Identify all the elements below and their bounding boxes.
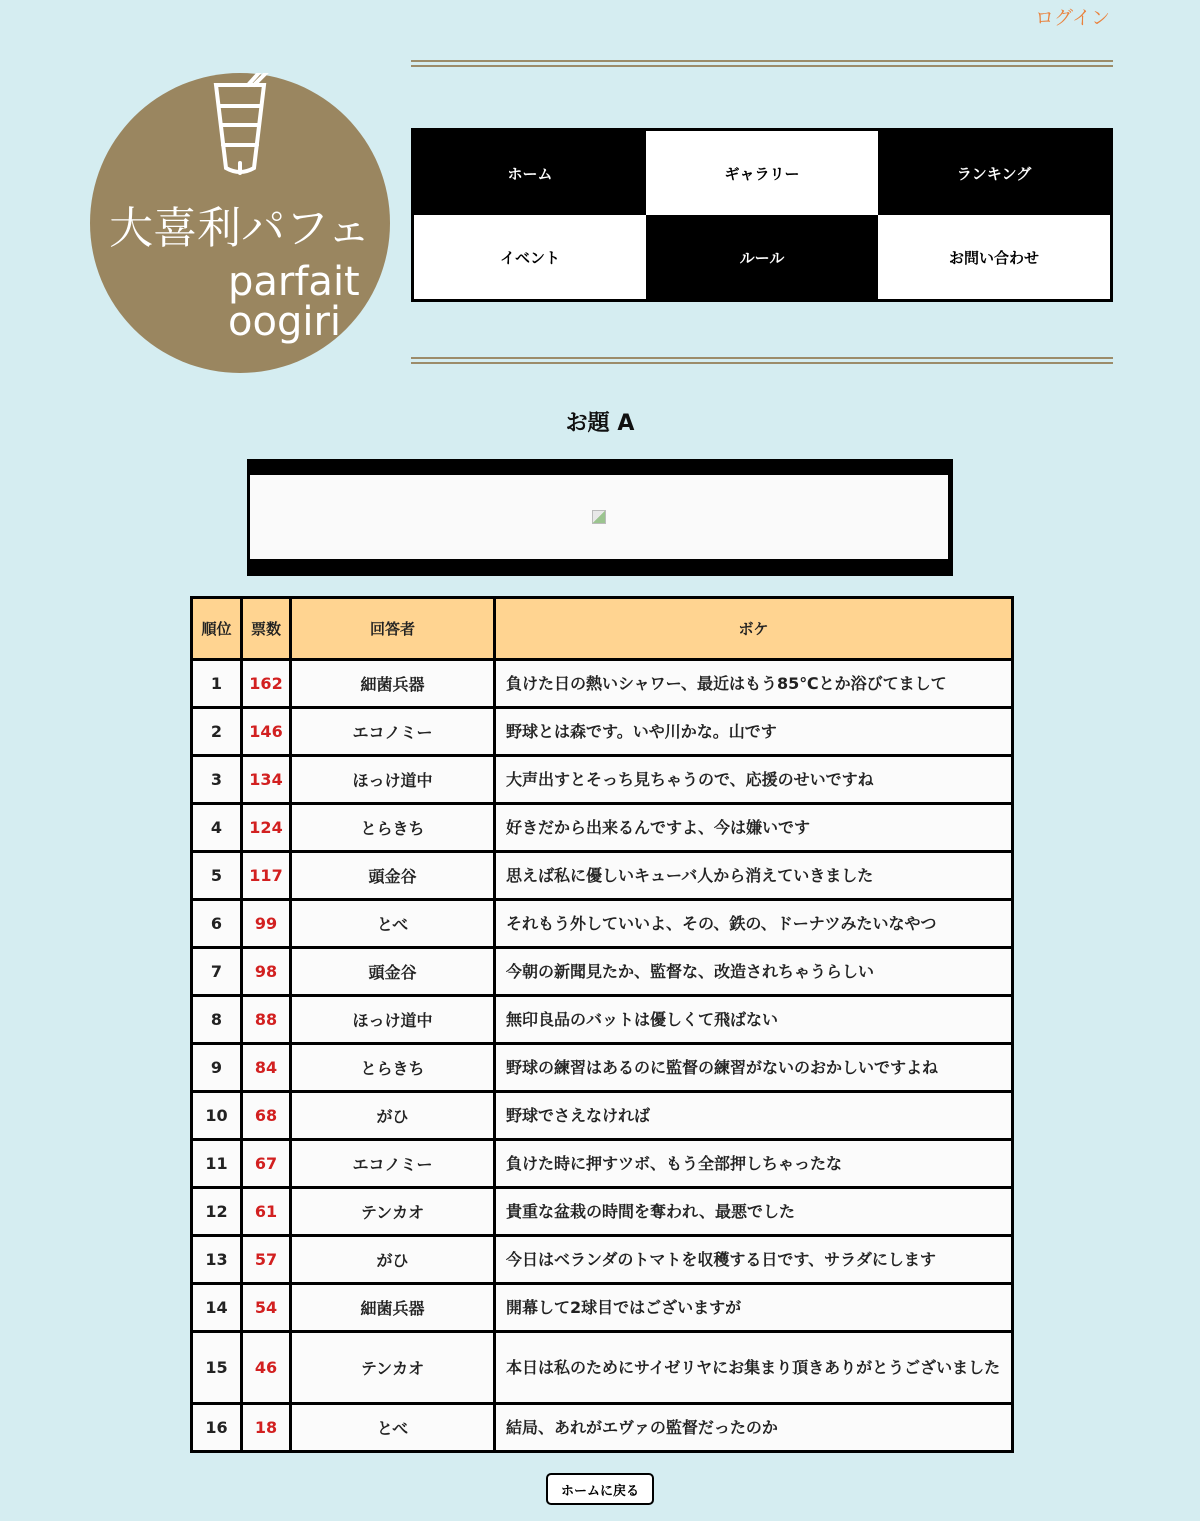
table-row xyxy=(192,804,1013,852)
logo-jp-name: 大喜利パフェ xyxy=(109,203,371,254)
broken-image-icon xyxy=(592,510,606,524)
boke-cell: 本日は私のためにサイゼリヤにお集まり頂きありがとうございました xyxy=(495,1332,1013,1404)
author-cell: がひ xyxy=(291,1092,495,1140)
header-boke: ボケ xyxy=(495,598,1013,660)
author-cell: ほっけ道中 xyxy=(291,996,495,1044)
rank-cell: 9 xyxy=(192,1044,242,1092)
rank-cell: 1 xyxy=(192,660,242,708)
boke-cell: 野球の練習はあるのに監督の練習がないのおかしいですよね xyxy=(495,1044,1013,1092)
logo-en-line2: oogiri xyxy=(228,299,342,345)
boke-cell: それもう外していいよ、その、鉄の、ドーナツみたいなやつ xyxy=(495,900,1013,948)
rank-cell: 11 xyxy=(192,1140,242,1188)
rank-cell: 3 xyxy=(192,756,242,804)
votes-cell: 88 xyxy=(242,996,291,1044)
nav-home[interactable]: ホーム xyxy=(414,131,646,215)
table-row xyxy=(192,1332,1013,1404)
rank-cell: 15 xyxy=(192,1332,242,1404)
votes-cell: 134 xyxy=(242,756,291,804)
back-home-button[interactable]: ホームに戻る xyxy=(546,1473,654,1505)
votes-cell: 98 xyxy=(242,948,291,996)
table-row xyxy=(192,996,1013,1044)
rank-cell: 2 xyxy=(192,708,242,756)
votes-cell: 84 xyxy=(242,1044,291,1092)
topic-title: お題 A xyxy=(565,411,635,436)
votes-cell: 146 xyxy=(242,708,291,756)
rank-cell: 13 xyxy=(192,1236,242,1284)
author-cell: ほっけ道中 xyxy=(291,756,495,804)
table-row xyxy=(192,1140,1013,1188)
boke-cell: 負けた時に押すツボ、もう全部押しちゃったな xyxy=(495,1140,1013,1188)
boke-cell: 今日はベランダのトマトを収穫する日です、サラダにします xyxy=(495,1236,1013,1284)
rank-cell: 4 xyxy=(192,804,242,852)
boke-cell: 好きだから出来るんですよ、今は嫌いです xyxy=(495,804,1013,852)
header-votes: 票数 xyxy=(242,598,291,660)
login-link[interactable]: ログイン xyxy=(1034,7,1110,29)
boke-cell: 野球とは森です。いや川かな。山です xyxy=(495,708,1013,756)
author-cell: とらきち xyxy=(291,804,495,852)
votes-cell: 117 xyxy=(242,852,291,900)
author-cell: 細菌兵器 xyxy=(291,660,495,708)
table-row xyxy=(192,1404,1013,1452)
votes-cell: 99 xyxy=(242,900,291,948)
table-row xyxy=(192,1044,1013,1092)
table-row xyxy=(192,660,1013,708)
author-cell: とべ xyxy=(291,900,495,948)
site-logo[interactable] xyxy=(90,73,390,373)
boke-cell: 今朝の新聞見たか、監督な、改造されちゃうらしい xyxy=(495,948,1013,996)
nav-rules[interactable]: ルール xyxy=(646,215,878,299)
topic-image-frame xyxy=(247,459,953,576)
author-cell: とらきち xyxy=(291,1044,495,1092)
main-nav xyxy=(411,128,1113,302)
votes-cell: 67 xyxy=(242,1140,291,1188)
author-cell: 頭金谷 xyxy=(291,948,495,996)
votes-cell: 68 xyxy=(242,1092,291,1140)
table-row xyxy=(192,900,1013,948)
author-cell: テンカオ xyxy=(291,1332,495,1404)
nav-event[interactable]: イベント xyxy=(414,215,646,299)
table-row xyxy=(192,948,1013,996)
rank-cell: 10 xyxy=(192,1092,242,1140)
rank-cell: 12 xyxy=(192,1188,242,1236)
table-header-row xyxy=(192,598,1013,660)
table-row xyxy=(192,1092,1013,1140)
topic-image-area xyxy=(250,475,948,559)
boke-cell: 貴重な盆栽の時間を奪われ、最悪でした xyxy=(495,1188,1013,1236)
author-cell: がひ xyxy=(291,1236,495,1284)
table-row xyxy=(192,1188,1013,1236)
table-row xyxy=(192,756,1013,804)
boke-cell: 大声出すとそっち見ちゃうので、応援のせいですね xyxy=(495,756,1013,804)
boke-cell: 思えば私に優しいキューバ人から消えていきました xyxy=(495,852,1013,900)
boke-cell: 野球でさえなければ xyxy=(495,1092,1013,1140)
table-row xyxy=(192,852,1013,900)
author-cell: エコノミー xyxy=(291,708,495,756)
votes-cell: 54 xyxy=(242,1284,291,1332)
logo-en-line1: parfait xyxy=(228,259,360,305)
rank-cell: 7 xyxy=(192,948,242,996)
votes-cell: 57 xyxy=(242,1236,291,1284)
table-row xyxy=(192,1236,1013,1284)
nav-gallery[interactable]: ギャラリー xyxy=(646,131,878,215)
boke-cell: 結局、あれがエヴァの監督だったのか xyxy=(495,1404,1013,1452)
nav-contact[interactable]: お問い合わせ xyxy=(878,215,1110,299)
table-row xyxy=(192,1284,1013,1332)
votes-cell: 162 xyxy=(242,660,291,708)
rank-cell: 5 xyxy=(192,852,242,900)
rank-cell: 6 xyxy=(192,900,242,948)
header-divider-top xyxy=(411,60,1113,67)
boke-cell: 無印良品のバットは優しくて飛ばない xyxy=(495,996,1013,1044)
author-cell: 頭金谷 xyxy=(291,852,495,900)
header-divider-bottom xyxy=(411,357,1113,364)
rank-cell: 14 xyxy=(192,1284,242,1332)
header-rank: 順位 xyxy=(192,598,242,660)
header-author: 回答者 xyxy=(291,598,495,660)
author-cell: エコノミー xyxy=(291,1140,495,1188)
ranking-table xyxy=(190,596,1014,1453)
votes-cell: 61 xyxy=(242,1188,291,1236)
votes-cell: 18 xyxy=(242,1404,291,1452)
boke-cell: 負けた日の熱いシャワー、最近はもう85℃とか浴びてまして xyxy=(495,660,1013,708)
table-row xyxy=(192,708,1013,756)
nav-ranking[interactable]: ランキング xyxy=(878,131,1110,215)
votes-cell: 46 xyxy=(242,1332,291,1404)
votes-cell: 124 xyxy=(242,804,291,852)
author-cell: 細菌兵器 xyxy=(291,1284,495,1332)
rank-cell: 8 xyxy=(192,996,242,1044)
rank-cell: 16 xyxy=(192,1404,242,1452)
boke-cell: 開幕して2球目ではございますが xyxy=(495,1284,1013,1332)
author-cell: テンカオ xyxy=(291,1188,495,1236)
author-cell: とべ xyxy=(291,1404,495,1452)
